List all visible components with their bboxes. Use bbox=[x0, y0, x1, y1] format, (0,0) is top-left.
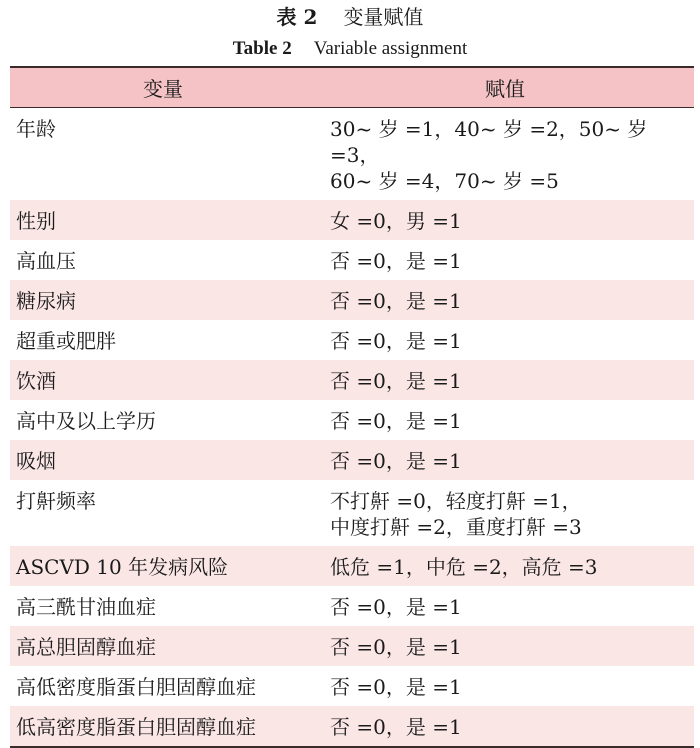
variable-cell: 年龄 bbox=[16, 117, 56, 141]
variable-cell: ASCVD 10 年发病风险 bbox=[16, 555, 229, 579]
assignment-line: 否 =0，是 =1 bbox=[330, 329, 462, 353]
assignment-line: 30~ 岁 =1，40~ 岁 =2，50~ 岁 =3， bbox=[330, 117, 648, 167]
variable-cell: 低高密度脂蛋白胆固醇血症 bbox=[10, 706, 316, 747]
table-caption-chinese bbox=[0, 4, 700, 30]
variable-cell: 打鼾频率 bbox=[16, 489, 96, 513]
variable-cell: 高中及以上学历 bbox=[16, 409, 156, 433]
table-row bbox=[10, 440, 694, 480]
table-number-en: Table 2 bbox=[232, 38, 292, 59]
table-number-cn: 表 2 bbox=[276, 5, 318, 29]
table-row bbox=[10, 280, 694, 320]
assignment-line: 女 =0，男 =1 bbox=[330, 209, 462, 233]
assignment-line: 否 =0，是 =1 bbox=[330, 289, 462, 313]
assignment-cell bbox=[316, 666, 694, 706]
table-row bbox=[10, 480, 694, 546]
table-row bbox=[10, 626, 694, 666]
assignment-line: 低危 =1，中危 =2，高危 =3 bbox=[330, 555, 598, 579]
variable-cell: 高三酰甘油血症 bbox=[16, 595, 156, 619]
assignment-line: 否 =0，是 =1 bbox=[330, 635, 462, 659]
assignment-line: 否 =0，是 =1 bbox=[330, 249, 462, 273]
table-row bbox=[10, 360, 694, 400]
header-row bbox=[10, 67, 694, 108]
table-row bbox=[10, 706, 694, 747]
assignment-line: 60~ 岁 =4，70~ 岁 =5 bbox=[330, 169, 559, 193]
assignment-line: 不打鼾 =0，轻度打鼾 =1， bbox=[330, 489, 582, 513]
assignment-cell bbox=[316, 440, 694, 480]
assignment-cell bbox=[316, 108, 694, 201]
assignment-line: 否 =0，是 =1 bbox=[330, 369, 462, 393]
table-body bbox=[10, 108, 694, 748]
table-row bbox=[10, 320, 694, 360]
table-title-en: Variable assignment bbox=[313, 38, 468, 59]
assignment-line: 中度打鼾 =2，重度打鼾 =3 bbox=[330, 515, 582, 539]
variable-cell: 高血压 bbox=[16, 249, 76, 273]
table-header bbox=[10, 67, 694, 108]
table-row bbox=[10, 108, 694, 201]
assignment-cell bbox=[316, 360, 694, 400]
variable-cell: 高总胆固醇血症 bbox=[16, 635, 156, 659]
variable-assignment-table bbox=[10, 66, 694, 748]
header-assignment: 赋值 bbox=[316, 67, 694, 108]
assignment-line: 否 =0，是 =1 bbox=[330, 595, 462, 619]
assignment-line: 否 =0，是 =1 bbox=[330, 449, 462, 473]
assignment-cell bbox=[316, 480, 694, 546]
assignment-cell bbox=[316, 546, 694, 586]
assignment-cell bbox=[316, 200, 694, 240]
table-row bbox=[10, 200, 694, 240]
variable-cell: 高低密度脂蛋白胆固醇血症 bbox=[16, 675, 256, 699]
table-row bbox=[10, 586, 694, 626]
assignment-cell bbox=[316, 706, 694, 747]
assignment-line: 否 =0，是 =1 bbox=[330, 675, 462, 699]
variable-cell: 吸烟 bbox=[16, 449, 56, 473]
table-row bbox=[10, 240, 694, 280]
assignment-line: 否 =0，是 =1 bbox=[330, 409, 462, 433]
assignment-cell bbox=[316, 280, 694, 320]
assignment-cell bbox=[316, 320, 694, 360]
variable-cell: 糖尿病 bbox=[16, 289, 76, 313]
assignment-cell bbox=[316, 240, 694, 280]
variable-cell: 超重或肥胖 bbox=[16, 329, 116, 353]
table-row bbox=[10, 546, 694, 586]
assignment-cell bbox=[316, 626, 694, 666]
assignment-cell bbox=[316, 586, 694, 626]
variable-cell: 性别 bbox=[16, 209, 56, 233]
table-row bbox=[10, 400, 694, 440]
table-title-cn: 变量赋值 bbox=[343, 5, 424, 29]
table-row bbox=[10, 666, 694, 706]
header-variable: 变量 bbox=[10, 67, 316, 108]
assignment-line: 否 =0，是 =1 bbox=[330, 715, 462, 739]
table-caption-english bbox=[0, 36, 700, 62]
assignment-cell bbox=[316, 400, 694, 440]
variable-cell: 饮酒 bbox=[16, 369, 56, 393]
